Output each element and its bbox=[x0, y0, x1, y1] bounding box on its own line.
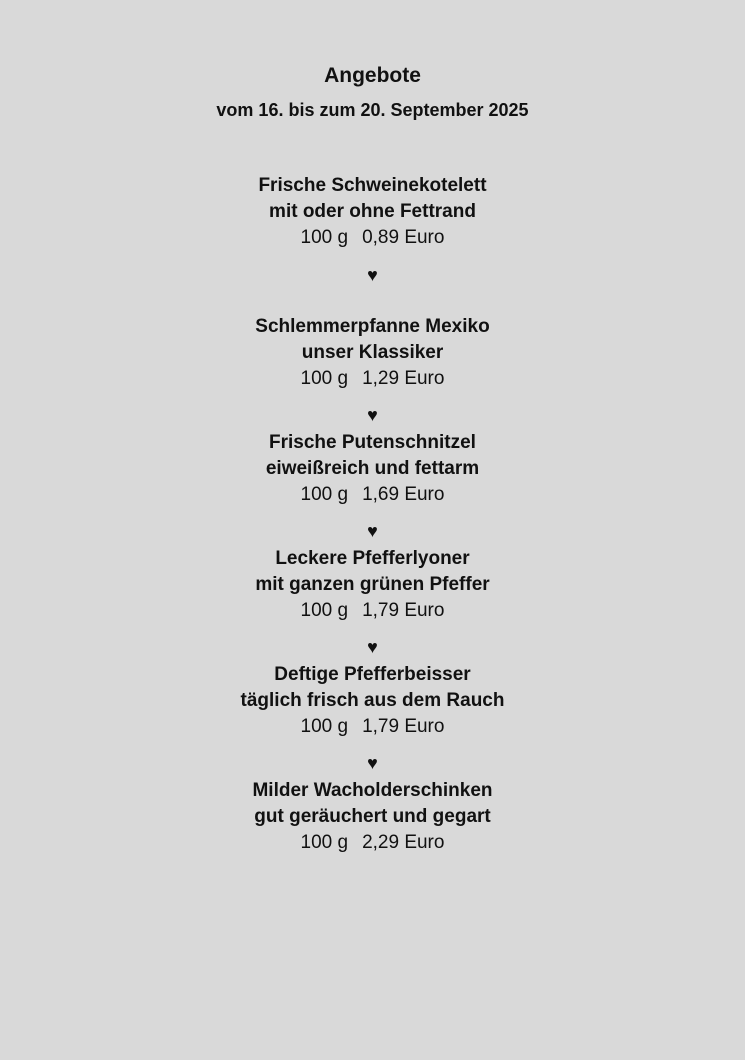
offer-name: Frische Schweinekotelett bbox=[258, 175, 487, 196]
heart-icon: ♥ bbox=[367, 753, 378, 773]
offer-description: täglich frisch aus dem Rauch bbox=[240, 690, 505, 711]
offer-unit: 100 g bbox=[300, 368, 349, 389]
offer-price-line bbox=[0, 225, 745, 251]
offer-item bbox=[0, 662, 745, 740]
offer-description: mit oder ohne Fettrand bbox=[269, 201, 476, 222]
offer-name: Schlemmerpfanne Mexiko bbox=[255, 316, 490, 337]
offer-price: 1,69 Euro bbox=[362, 484, 445, 505]
offer-item bbox=[0, 173, 745, 251]
offer-name: Leckere Pfefferlyoner bbox=[275, 548, 470, 569]
offer-price-line bbox=[0, 482, 745, 508]
offer-item bbox=[0, 546, 745, 624]
offer-item bbox=[0, 778, 745, 856]
date-range: vom 16. bis zum 20. September 2025 bbox=[216, 100, 529, 120]
heart-icon: ♥ bbox=[367, 405, 378, 425]
offer-item bbox=[0, 314, 745, 392]
offer-unit: 100 g bbox=[300, 832, 349, 853]
offer-price: 1,79 Euro bbox=[362, 600, 445, 621]
offer-unit: 100 g bbox=[300, 600, 349, 621]
offer-unit: 100 g bbox=[300, 484, 349, 505]
offer-unit: 100 g bbox=[300, 227, 349, 248]
offer-price: 1,29 Euro bbox=[362, 368, 445, 389]
heart-icon: ♥ bbox=[367, 265, 378, 285]
offer-price: 0,89 Euro bbox=[362, 227, 445, 248]
offer-unit: 100 g bbox=[300, 716, 349, 737]
offer-description: unser Klassiker bbox=[301, 342, 444, 363]
offer-item bbox=[0, 430, 745, 508]
offer-price: 2,29 Euro bbox=[362, 832, 445, 853]
offer-name: Deftige Pfefferbeisser bbox=[274, 664, 471, 685]
offer-price: 1,79 Euro bbox=[362, 716, 445, 737]
offer-price-line bbox=[0, 598, 745, 624]
offer-description: gut geräuchert und gegart bbox=[254, 806, 491, 827]
offer-description: eiweißreich und fettarm bbox=[265, 458, 480, 479]
offer-description: mit ganzen grünen Pfeffer bbox=[255, 574, 490, 595]
offer-price-line bbox=[0, 830, 745, 856]
offer-name: Milder Wacholderschinken bbox=[252, 780, 493, 801]
offer-name: Frische Putenschnitzel bbox=[269, 432, 476, 453]
offer-price-line bbox=[0, 366, 745, 392]
heart-icon: ♥ bbox=[367, 521, 378, 541]
offer-price-line bbox=[0, 714, 745, 740]
heart-icon: ♥ bbox=[367, 637, 378, 657]
page-title: Angebote bbox=[324, 64, 421, 87]
